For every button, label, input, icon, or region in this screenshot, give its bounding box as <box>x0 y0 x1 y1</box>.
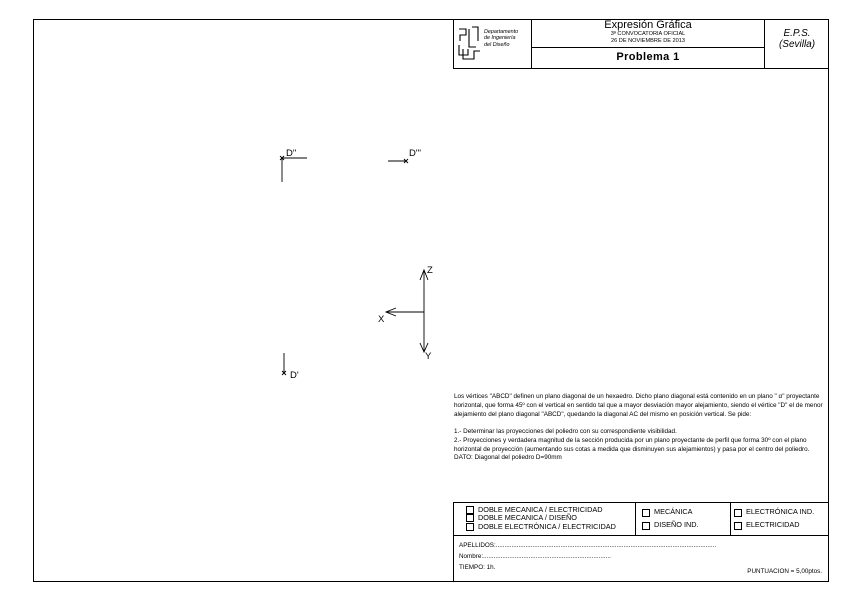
exam-header-top <box>532 19 764 48</box>
department-logo <box>454 19 532 68</box>
checkbox[interactable] <box>466 514 474 522</box>
statement-data: DATO: Diagonal del poliedro D=90mm <box>454 454 562 462</box>
student-info-block <box>453 535 829 582</box>
checkbox[interactable] <box>642 509 650 517</box>
mid-options-column <box>636 503 731 535</box>
title-block <box>453 19 829 69</box>
option-double-electr-elec[interactable]: DOBLE ELECTRÓNICA / ELECTRICIDAD <box>466 523 635 531</box>
statement-intro: Los vértices "ABCD" definen un plano diagonal de un hexaedro. Dicho plano diagonal está contenido en un plano " α" proyectante horizontal, que forma 45º con el vertical en sentido tal que a mayor desviación mayor alejamiento, siendo el vértice "D" el de menor alejamiento del plano diagonal "ABCD", quedando la diagonal AC del mismo en posición vertical. Se pide: <box>454 393 823 418</box>
school-box <box>765 19 829 68</box>
exam-date: 26 DE NOVIEMBRE DE 2013 <box>611 37 685 44</box>
surname-field[interactable]: APELLIDOS:.............................................................................................................................. <box>459 542 717 549</box>
department-line-3: del Diseño <box>484 41 510 48</box>
department-name <box>484 29 518 48</box>
option-diseno-ind[interactable]: DISEÑO IND. <box>642 519 730 532</box>
axis-z-label: Z <box>427 265 433 276</box>
point-d-horizontal-mark <box>282 353 286 375</box>
option-double-mec-dis[interactable]: DOBLE MECANICA / DISEÑO <box>466 514 635 522</box>
statement-task-1: 1.- Determinar las proyecciones del poliedro con su correspondiente visibilidad. <box>454 427 677 435</box>
option-electricidad[interactable]: ELECTRICIDAD <box>734 519 829 532</box>
checkbox[interactable] <box>642 522 650 530</box>
label-d-horizontal: D' <box>290 370 299 381</box>
label-d-vertical: D" <box>286 148 297 159</box>
option-double-mec-elec[interactable]: DOBLE MECANICA / ELECTRICIDAD <box>466 506 635 514</box>
exam-header <box>532 19 765 68</box>
checkbox[interactable] <box>466 506 474 514</box>
coordinate-axes <box>386 270 428 352</box>
score-label: PUNTUACION = 5,00ptos. <box>747 568 822 575</box>
exam-call: 3ª CONVOCATORIA OFICIAL <box>610 31 686 37</box>
double-degree-column <box>454 503 636 535</box>
option-electronica-ind[interactable]: ELECTRÓNICA IND. <box>734 506 829 519</box>
axis-y-label: Y <box>425 351 432 362</box>
name-field[interactable]: Nombre:......................................................................... <box>459 553 611 560</box>
course-title: Expresión Gráfica <box>604 19 692 31</box>
right-options-column <box>731 503 829 535</box>
label-d-profile: D"' <box>409 148 422 159</box>
problem-statement <box>454 393 826 463</box>
time-label: TIEMPO: 1h. <box>459 564 496 571</box>
department-line-1: Departamento <box>484 29 519 35</box>
statement-task-2: 2.- Proyecciones y verdadera magnitud de la sección producida por un plano proyectante de perfil que forma 30º con el plano horizontal de proyección (aumentando sus cotas a medida que disminuyen sus alejamientos) y pasa por el centro del poliedro. <box>454 436 810 453</box>
department-logo-icon <box>456 25 486 65</box>
point-d-vertical-mark <box>280 156 307 182</box>
problem-title: Problema 1 <box>616 51 680 63</box>
axis-x-label: X <box>378 314 385 325</box>
checkbox[interactable] <box>734 522 742 530</box>
point-d-profile-mark <box>388 159 408 163</box>
degree-options-table <box>453 502 829 535</box>
checkbox[interactable] <box>466 523 474 531</box>
school-city: (Sevilla) <box>778 39 816 50</box>
option-mecanica[interactable]: MECÁNICA <box>642 506 730 519</box>
checkbox[interactable] <box>734 509 742 517</box>
department-line-2: de Ingeniería <box>484 35 516 42</box>
school-name: E.P.S. <box>783 28 811 39</box>
